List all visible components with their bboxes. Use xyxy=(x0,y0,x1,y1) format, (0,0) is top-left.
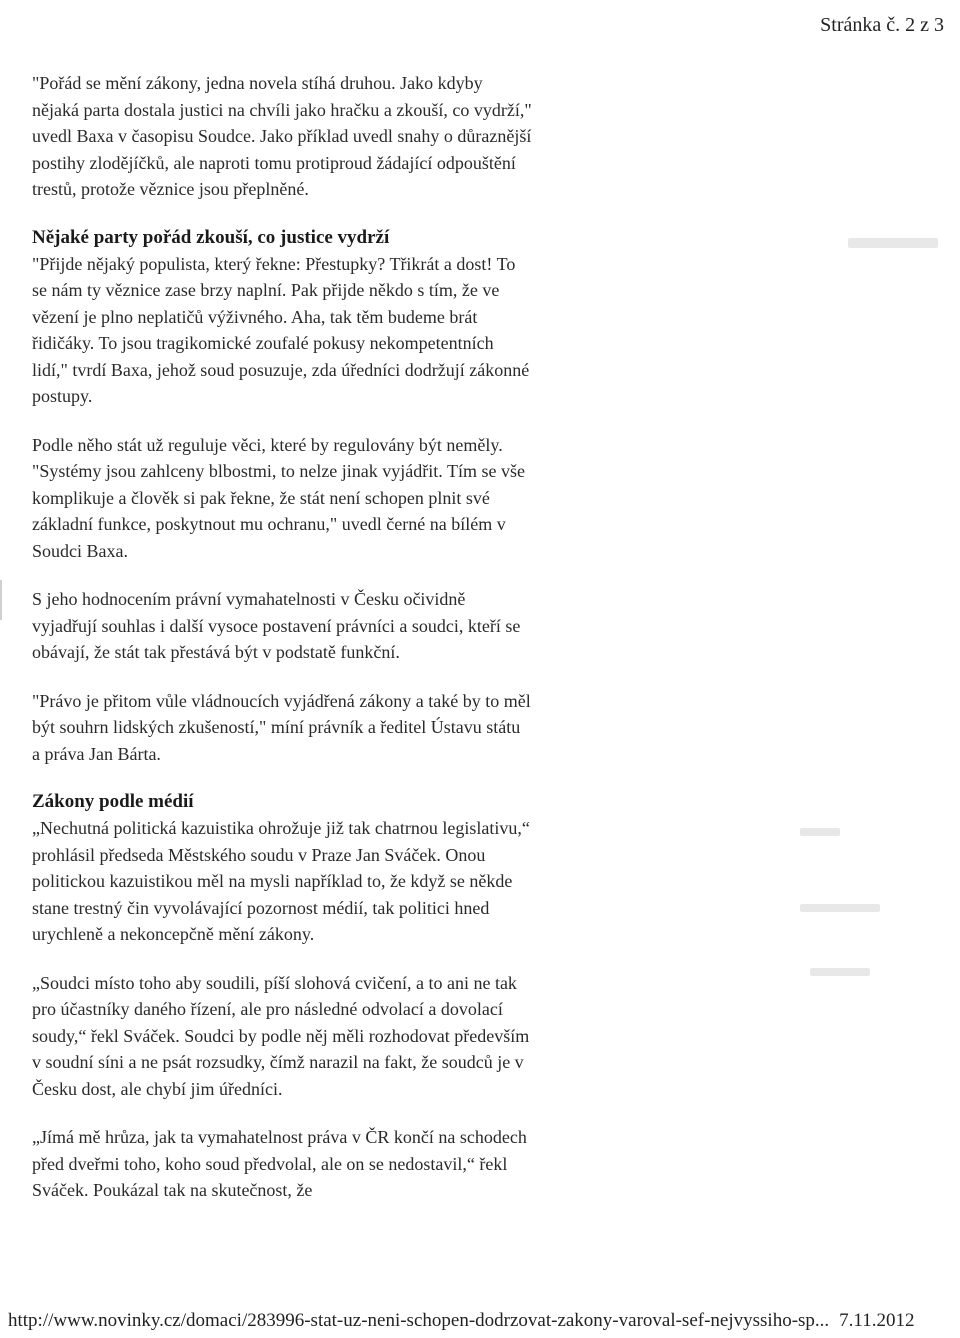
scan-edge xyxy=(0,580,2,620)
article-paragraph: S jeho hodnocením právní vymahatelnosti v Česku očividně vyjadřují souhlas i další vysoce postavení právníci a soudci, kteří se obávají, že stát tak přestává být v podstatě funkční. xyxy=(32,589,521,662)
section-heading: Nějaké party pořád zkouší, co justice vydrží xyxy=(32,226,390,248)
print-footer xyxy=(8,1310,914,1332)
article-paragraph: "Pořád se mění zákony, jedna novela stíhá druhou. Jako kdyby nějaká parta dostala justici na chvíli jako hračku a zkouší, co vydrží," uvedl Baxa v časopisu Soudce. Jako příklad uvedl snahy o důraznější postihy zlodějíčků, ale naproti tomu protiproud žádající odpouštění trestů, protože věznice jsou přeplněné. xyxy=(32,73,532,199)
scan-ghost-mark xyxy=(810,968,870,976)
article-paragraph: Podle něho stát už reguluje věci, které by regulovány být neměly. "Systémy jsou zahlceny blbostmi, to nelze jinak vyjádřit. Tím se vše komplikuje a člověk si pak řekne, že stát není schopen plnit své základní funkce, poskytnout mu ochranu," uvedl černé na bílém v Soudci Baxa. xyxy=(32,434,525,561)
article-paragraph: "Právo je přitom vůle vládnoucích vyjádřená zákony a také by to měl být souhrn lidských zkušeností," míní právník a ředitel Ústavu státu a práva Jan Bárta. xyxy=(32,690,531,764)
article-paragraph: „Nechutná politická kazuistika ohrožuje již tak chatrnou legislativu,“ prohlásil předseda Městského soudu v Praze Jan Sváček. Onou politickou kazuistikou měl na mysli například to, že když se někde stane trestný čin vyvolávající pozornost médií, tak politici hned urychleně a nekoncepčně mění zákony. xyxy=(32,818,530,944)
section-heading: Zákony podle médií xyxy=(32,791,194,812)
article-paragraph: "Přijde nějaký populista, který řekne: Přestupky? Třikrát a dost! To se nám ty věznice zase brzy naplní. Pak přijde někdo s tím, že ve vězení je plno neplatičů výživného. Aha, tak těm budeme brát řidičáky. To jsou tragikomické zoufalé pokusy nekompetentních lidí," tvrdí Baxa, jehož soud posuzuje, zda úředníci dodržují zákonné postupy. xyxy=(32,253,530,406)
source-url: http://www.novinky.cz/domaci/283996-stat-uz-neni-schopen-dodrzovat-zakony-varoval-sef-nejvyssiho-sp... xyxy=(8,1310,830,1331)
scan-ghost-mark xyxy=(848,238,938,248)
scan-ghost-mark xyxy=(800,904,880,912)
page-number: Stránka č. 2 z 3 xyxy=(820,14,944,36)
scan-ghost-mark xyxy=(800,828,840,836)
print-date: 7.11.2012 xyxy=(839,1310,915,1331)
article-paragraph: „Jímá mě hrůza, jak ta vymahatelnost práva v ČR končí na schodech před dveřmi toho, koho soud předvolal, ale on se nedostavil,“ řekl Sváček. Poukázal tak na skutečnost, že xyxy=(32,1127,527,1200)
article-paragraph: „Soudci místo toho aby soudili, píší slohová cvičení, a to ani ne tak pro účastníky daného řízení, ale pro následné odvolací a dovolací soudy,“ řekl Sváček. Soudci by podle něj měli rozhodovat především v soudní síni a ne psát rozsudky, čímž narazil na fakt, že soudců je v Česku dost, ale chybí jim úředníci. xyxy=(32,972,530,1099)
article-body xyxy=(32,70,532,1226)
